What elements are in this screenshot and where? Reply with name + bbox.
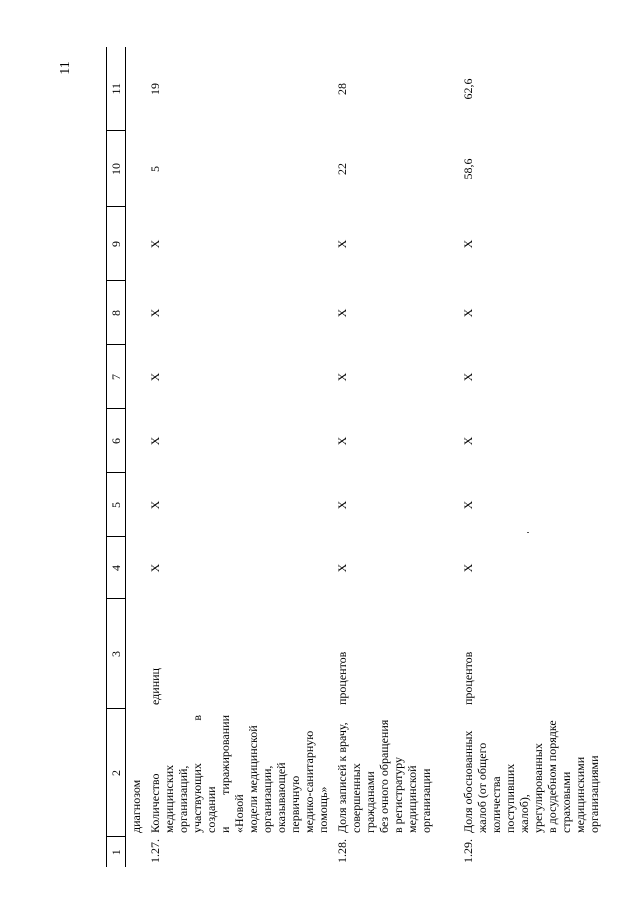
indicator-name-line: урегулированных [531,743,545,833]
indicator-name-line: организаций, [176,765,190,833]
indicator-name-line: медицинскими [573,756,587,833]
not-applicable-mark: X [461,308,475,318]
unit-of-measure: процентов [335,651,349,705]
row-number: 1.27. [148,839,162,863]
not-applicable-mark: X [461,500,475,510]
not-applicable-mark: X [461,239,475,249]
not-applicable-mark: X [148,500,162,510]
indicator-value: 19 [148,83,162,95]
not-applicable-mark: X [335,372,349,382]
unit-of-measure: единиц [148,668,162,705]
column-number: 1 [107,837,126,867]
indicator-value: 22 [335,163,349,175]
indicator-name-line: Количество [148,773,162,833]
not-applicable-mark: X [335,500,349,510]
indicator-name-line: гражданами [363,771,377,833]
page-number: 11 [58,61,73,75]
table-row [332,47,458,867]
not-applicable-mark: X [335,436,349,446]
indicator-value: 5 [148,166,162,172]
row-number: 1.29. [461,839,475,863]
column-number-row [107,47,126,867]
table-row [458,47,603,867]
indicator-name-line: в регистратуру [391,757,405,833]
not-applicable-mark: X [148,372,162,382]
indicator-name-line: совершенных [349,763,363,833]
continuation-row [126,47,146,867]
column-number: 9 [107,207,126,281]
indicator-name-line: медицинской [405,765,419,833]
indicator-name-line: организации, [260,765,274,833]
indicator-name-line: Доля обоснованных [461,730,475,833]
unit-of-measure: процентов [461,651,475,705]
column-number: 4 [107,537,126,599]
not-applicable-mark: X [148,308,162,318]
column-number: 11 [107,47,126,131]
not-applicable-mark: X [335,563,349,573]
indicator-name [145,709,332,837]
column-number: 8 [107,281,126,345]
not-applicable-mark: X [461,372,475,382]
indicator-name-line: медико-санитарную [302,730,316,833]
indicator-name-line: модели медицинской [246,725,260,833]
indicator-name-line: Доля записей к врачу, [335,722,349,833]
not-applicable-mark: X [148,563,162,573]
indicator-name-line: организациями [587,755,601,833]
indicator-name-line: без очного обращения [377,719,391,833]
indicator-value: 58,6 [461,158,475,180]
indicator-name [332,709,458,837]
indicator-value: 62,6 [461,78,475,100]
indicators-table [106,47,603,867]
rotated-table-container [106,43,601,867]
indicator-name-line: помощь» [316,786,330,833]
indicator-name-line: организации [419,768,433,833]
table-row [145,47,332,867]
indicator-value: 28 [335,83,349,95]
not-applicable-mark: X [461,436,475,446]
indicator-name-line: медицинских [162,764,176,833]
row-number: 1.28. [335,839,349,863]
indicator-name-line: и тиражировании «Новой [218,715,246,833]
column-number: 10 [107,131,126,207]
indicator-name-line: в досудебном порядке [545,720,559,833]
indicator-name-line: оказывающей первичную [274,762,302,833]
not-applicable-mark: X [335,308,349,318]
not-applicable-mark: X [335,239,349,249]
continuation-text: диагнозом [129,779,143,833]
not-applicable-mark: X [148,239,162,249]
column-number: 6 [107,409,126,473]
indicator-name [458,709,603,837]
column-number: 3 [107,599,126,709]
column-number: 7 [107,345,126,409]
column-number: 2 [107,709,126,837]
indicator-name-line: участвующих в создании [190,715,218,833]
not-applicable-mark: X [461,563,475,573]
column-number: 5 [107,473,126,537]
indicator-name-line: жалоб), [517,794,531,833]
not-applicable-mark: X [148,436,162,446]
indicator-name-line: количества поступивших [489,763,517,833]
indicator-name-line: жалоб (от общего [475,742,489,833]
scan-speck [527,532,529,533]
indicator-name-line: страховыми [559,771,573,833]
